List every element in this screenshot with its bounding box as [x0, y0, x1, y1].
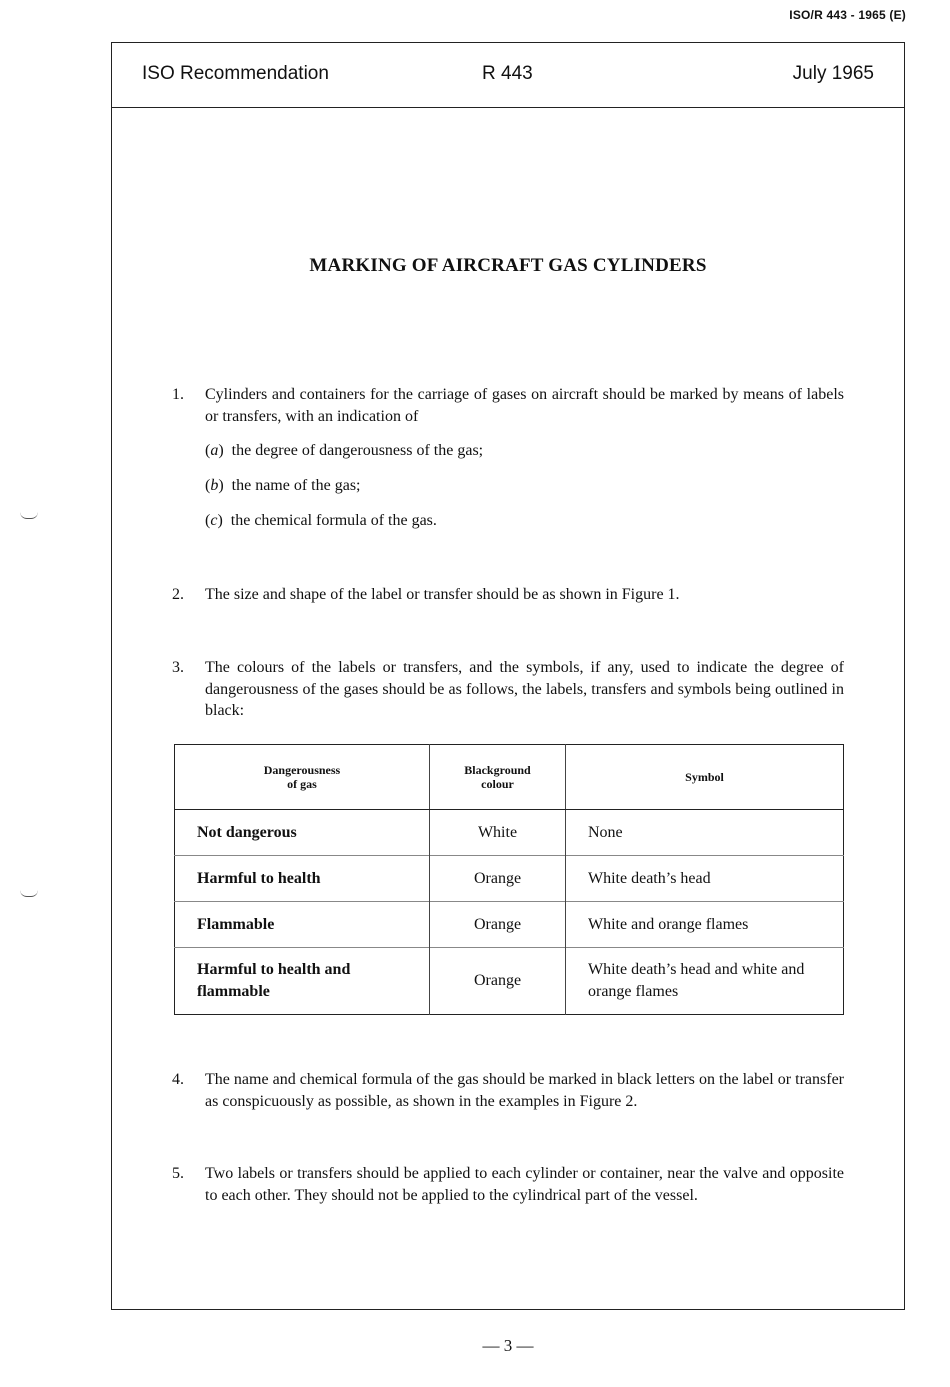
clause-4: [172, 1069, 844, 1112]
table-row: [175, 856, 844, 902]
colour-cell: Orange: [430, 902, 566, 948]
table-row: [175, 948, 844, 1015]
clause-5: [172, 1163, 844, 1206]
clause-1: [172, 384, 844, 427]
symbol-cell: White death’s head: [566, 856, 844, 902]
clause-number: 4.: [172, 1071, 184, 1088]
document-title: MARKING OF AIRCRAFT GAS CYLINDERS: [309, 255, 707, 276]
subitem-label: c: [210, 512, 218, 529]
subitem-label: b: [210, 477, 219, 494]
subitem-text: the chemical formula of the gas.: [230, 512, 437, 529]
subitem-b: (b) the name of the gas;: [205, 477, 361, 494]
clause-number: 3.: [172, 659, 184, 676]
header-recommendation-number: R 443: [482, 63, 533, 84]
column-header-symbol: Symbol: [566, 745, 844, 810]
subitem-text: the degree of dangerousness of the gas;: [231, 442, 484, 459]
header-date: July 1965: [792, 63, 874, 84]
symbol-cell: None: [566, 810, 844, 856]
table-row: [175, 810, 844, 856]
header-row: [112, 43, 904, 108]
document-reference: ISO/R 443 - 1965 (E): [789, 8, 906, 22]
colour-cell: Orange: [430, 856, 566, 902]
header-left: ISO Recommendation: [142, 63, 329, 84]
subitem-label: a: [210, 442, 219, 459]
dangerousness-cell: Harmful to health: [175, 856, 430, 902]
table-header-row: [175, 745, 844, 810]
margin-mark: [20, 512, 38, 519]
clause-text: Cylinders and containers for the carriage of gases on aircraft should be marked by means of labels or transfers, with an indication of: [205, 386, 844, 425]
column-header-background-colour: Blackground colour: [430, 745, 566, 810]
clause-number: 5.: [172, 1165, 184, 1182]
column-header-dangerousness: Dangerousness of gas: [175, 745, 430, 810]
symbol-cell: White death’s head and white and orange flames: [566, 948, 844, 1015]
clause-number: 2.: [172, 586, 184, 603]
dangerousness-cell: Flammable: [175, 902, 430, 948]
clause-2: [172, 584, 844, 606]
dangerousness-cell: Harmful to health and flammable: [175, 948, 430, 1015]
page-number: — 3 —: [482, 1336, 534, 1355]
dangerousness-cell: Not dangerous: [197, 823, 297, 841]
subitem-c: (c) the chemical formula of the gas.: [205, 512, 437, 529]
colour-cell: White: [430, 810, 566, 856]
clause-text: The name and chemical formula of the gas should be marked in black letters on the label or transfer as conspicuously as possible, as shown in the examples in Figure 2.: [205, 1071, 844, 1110]
symbol-cell: White and orange flames: [566, 902, 844, 948]
clause-number: 1.: [172, 386, 184, 403]
table-row: [175, 902, 844, 948]
clause-text: Two labels or transfers should be applied to each cylinder or container, near the valve and opposite to each other. They should not be applied to the cylindrical part of the vessel.: [205, 1165, 844, 1204]
clause-text: The size and shape of the label or transfer should be as shown in Figure 1.: [205, 586, 680, 603]
page-frame: [111, 42, 905, 1310]
clause-3: [172, 657, 844, 722]
margin-mark: [20, 890, 38, 897]
colour-cell: Orange: [430, 948, 566, 1015]
gas-marking-table: [174, 744, 844, 1015]
subitem-text: the name of the gas;: [231, 477, 361, 494]
clause-text: The colours of the labels or transfers, and the symbols, if any, used to indicate the degree of dangerousness of the gases should be as follows, the labels, transfers and symbols being outlined in black:: [205, 659, 844, 719]
subitem-a: (a) the degree of dangerousness of the gas;: [205, 442, 484, 459]
